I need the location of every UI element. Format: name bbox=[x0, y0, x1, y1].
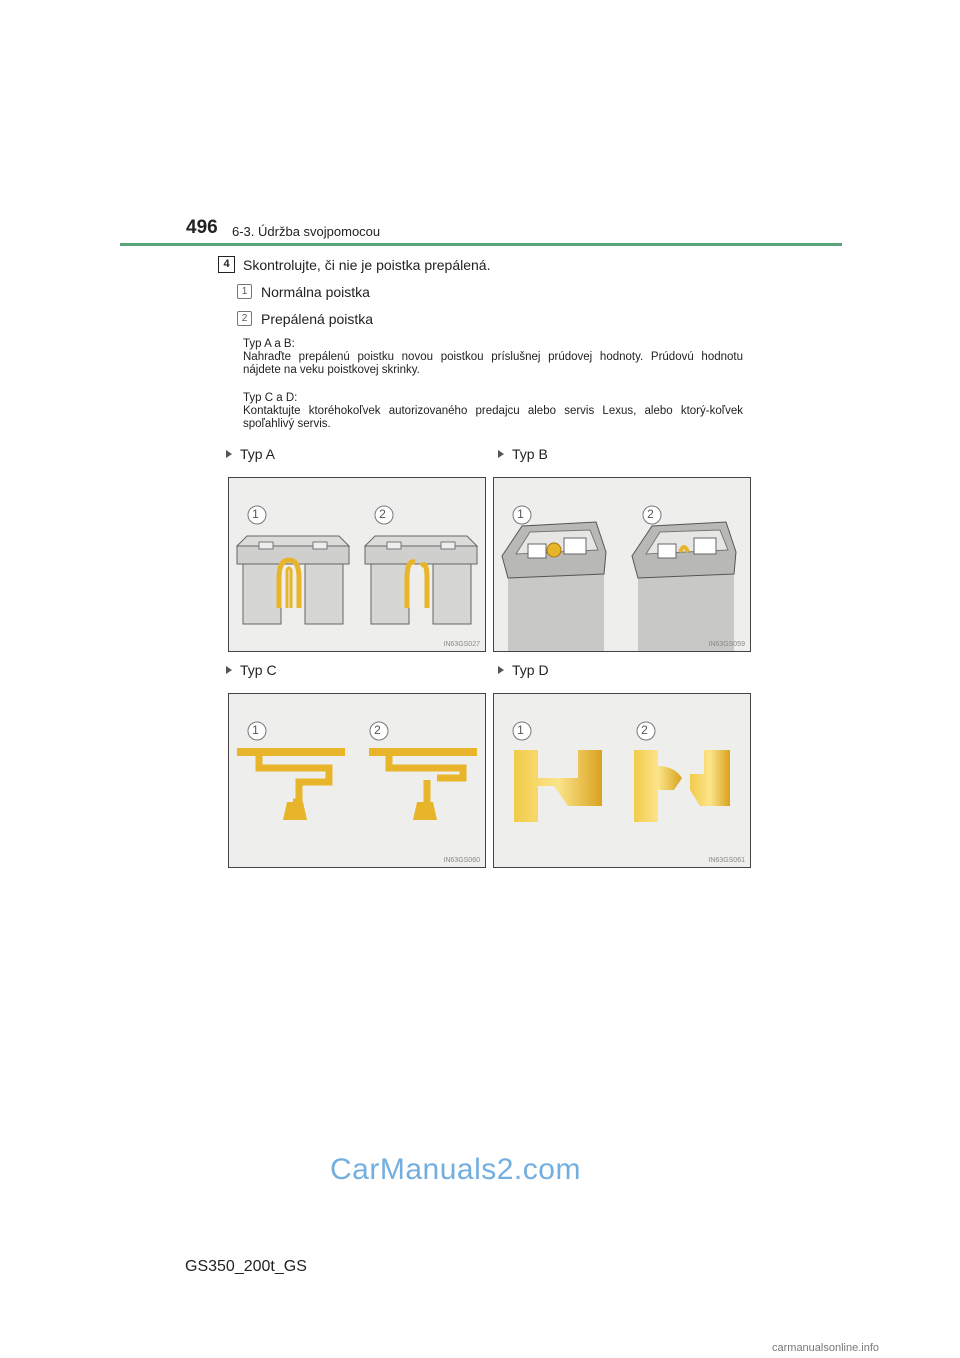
type-d-text: Typ D bbox=[512, 662, 549, 678]
fuse-type-d-illustration bbox=[494, 694, 750, 867]
fuse-type-c-illustration bbox=[229, 694, 485, 867]
callout-2-type-b: 2 bbox=[647, 507, 654, 521]
type-a-text: Typ A bbox=[240, 446, 276, 462]
step-number-badge: 4 bbox=[218, 256, 235, 273]
header-divider bbox=[120, 243, 842, 246]
figure-code-a: IN63GS027 bbox=[443, 641, 480, 648]
figure-type-b bbox=[493, 477, 751, 652]
callout-badge-normal: 1 bbox=[237, 284, 252, 299]
note-ab-text: Nahraďte prepálenú poistku novou poistkou príslušnej prúdovej hodnoty. Prúdovú hodnotu nájdete na veku poistkovej skrinky. bbox=[243, 351, 743, 376]
label-normal-fuse: Normálna poistka bbox=[261, 284, 370, 300]
type-d-label bbox=[498, 662, 549, 678]
figure-code-b: IN63GS059 bbox=[708, 641, 745, 648]
callout-1-type-a: 1 bbox=[252, 507, 259, 521]
type-b-label bbox=[498, 446, 548, 462]
type-c-label bbox=[226, 662, 277, 678]
triangle-bullet-icon bbox=[498, 666, 504, 674]
type-c-text: Typ C bbox=[240, 662, 277, 678]
note-type-ab bbox=[243, 338, 743, 377]
fuse-type-b-illustration bbox=[494, 478, 750, 651]
callout-1-type-b: 1 bbox=[517, 507, 524, 521]
callout-2-type-d: 2 bbox=[641, 723, 648, 737]
triangle-bullet-icon bbox=[498, 450, 504, 458]
figure-type-a bbox=[228, 477, 486, 652]
callout-2-type-a: 2 bbox=[379, 507, 386, 521]
triangle-bullet-icon bbox=[226, 666, 232, 674]
watermark: CarManuals2.com bbox=[330, 1153, 581, 1186]
bottom-brand: carmanualsonline.info bbox=[772, 1342, 880, 1354]
callout-1-type-d: 1 bbox=[517, 723, 524, 737]
callout-badge-blown: 2 bbox=[237, 311, 252, 326]
triangle-bullet-icon bbox=[226, 450, 232, 458]
note-cd-title: Typ C a D: bbox=[243, 392, 298, 404]
type-b-text: Typ B bbox=[512, 446, 548, 462]
fuse-type-a-illustration bbox=[229, 478, 485, 651]
type-a-label bbox=[226, 446, 275, 462]
note-ab-title: Typ A a B: bbox=[243, 338, 295, 350]
callout-1-type-c: 1 bbox=[252, 723, 259, 737]
callout-2-type-c: 2 bbox=[374, 723, 381, 737]
figure-code-d: IN63GS061 bbox=[708, 857, 745, 864]
figure-type-d bbox=[493, 693, 751, 868]
note-cd-text: Kontaktujte ktoréhokoľvek autorizovaného predajcu alebo servis Lexus, alebo ktorý-koľvek spoľahlivý servis. bbox=[243, 405, 743, 430]
figure-type-c bbox=[228, 693, 486, 868]
section-title: 6-3. Údržba svojpomocou bbox=[232, 224, 381, 239]
step-instruction: Skontrolujte, či nie je poistka prepálená. bbox=[243, 257, 491, 273]
page-number: 496 bbox=[186, 217, 218, 238]
figure-code-c: IN63GS060 bbox=[443, 857, 480, 864]
footer-model-code: GS350_200t_GS bbox=[185, 1258, 307, 1275]
label-blown-fuse: Prepálená poistka bbox=[261, 311, 374, 327]
note-type-cd bbox=[243, 392, 743, 431]
